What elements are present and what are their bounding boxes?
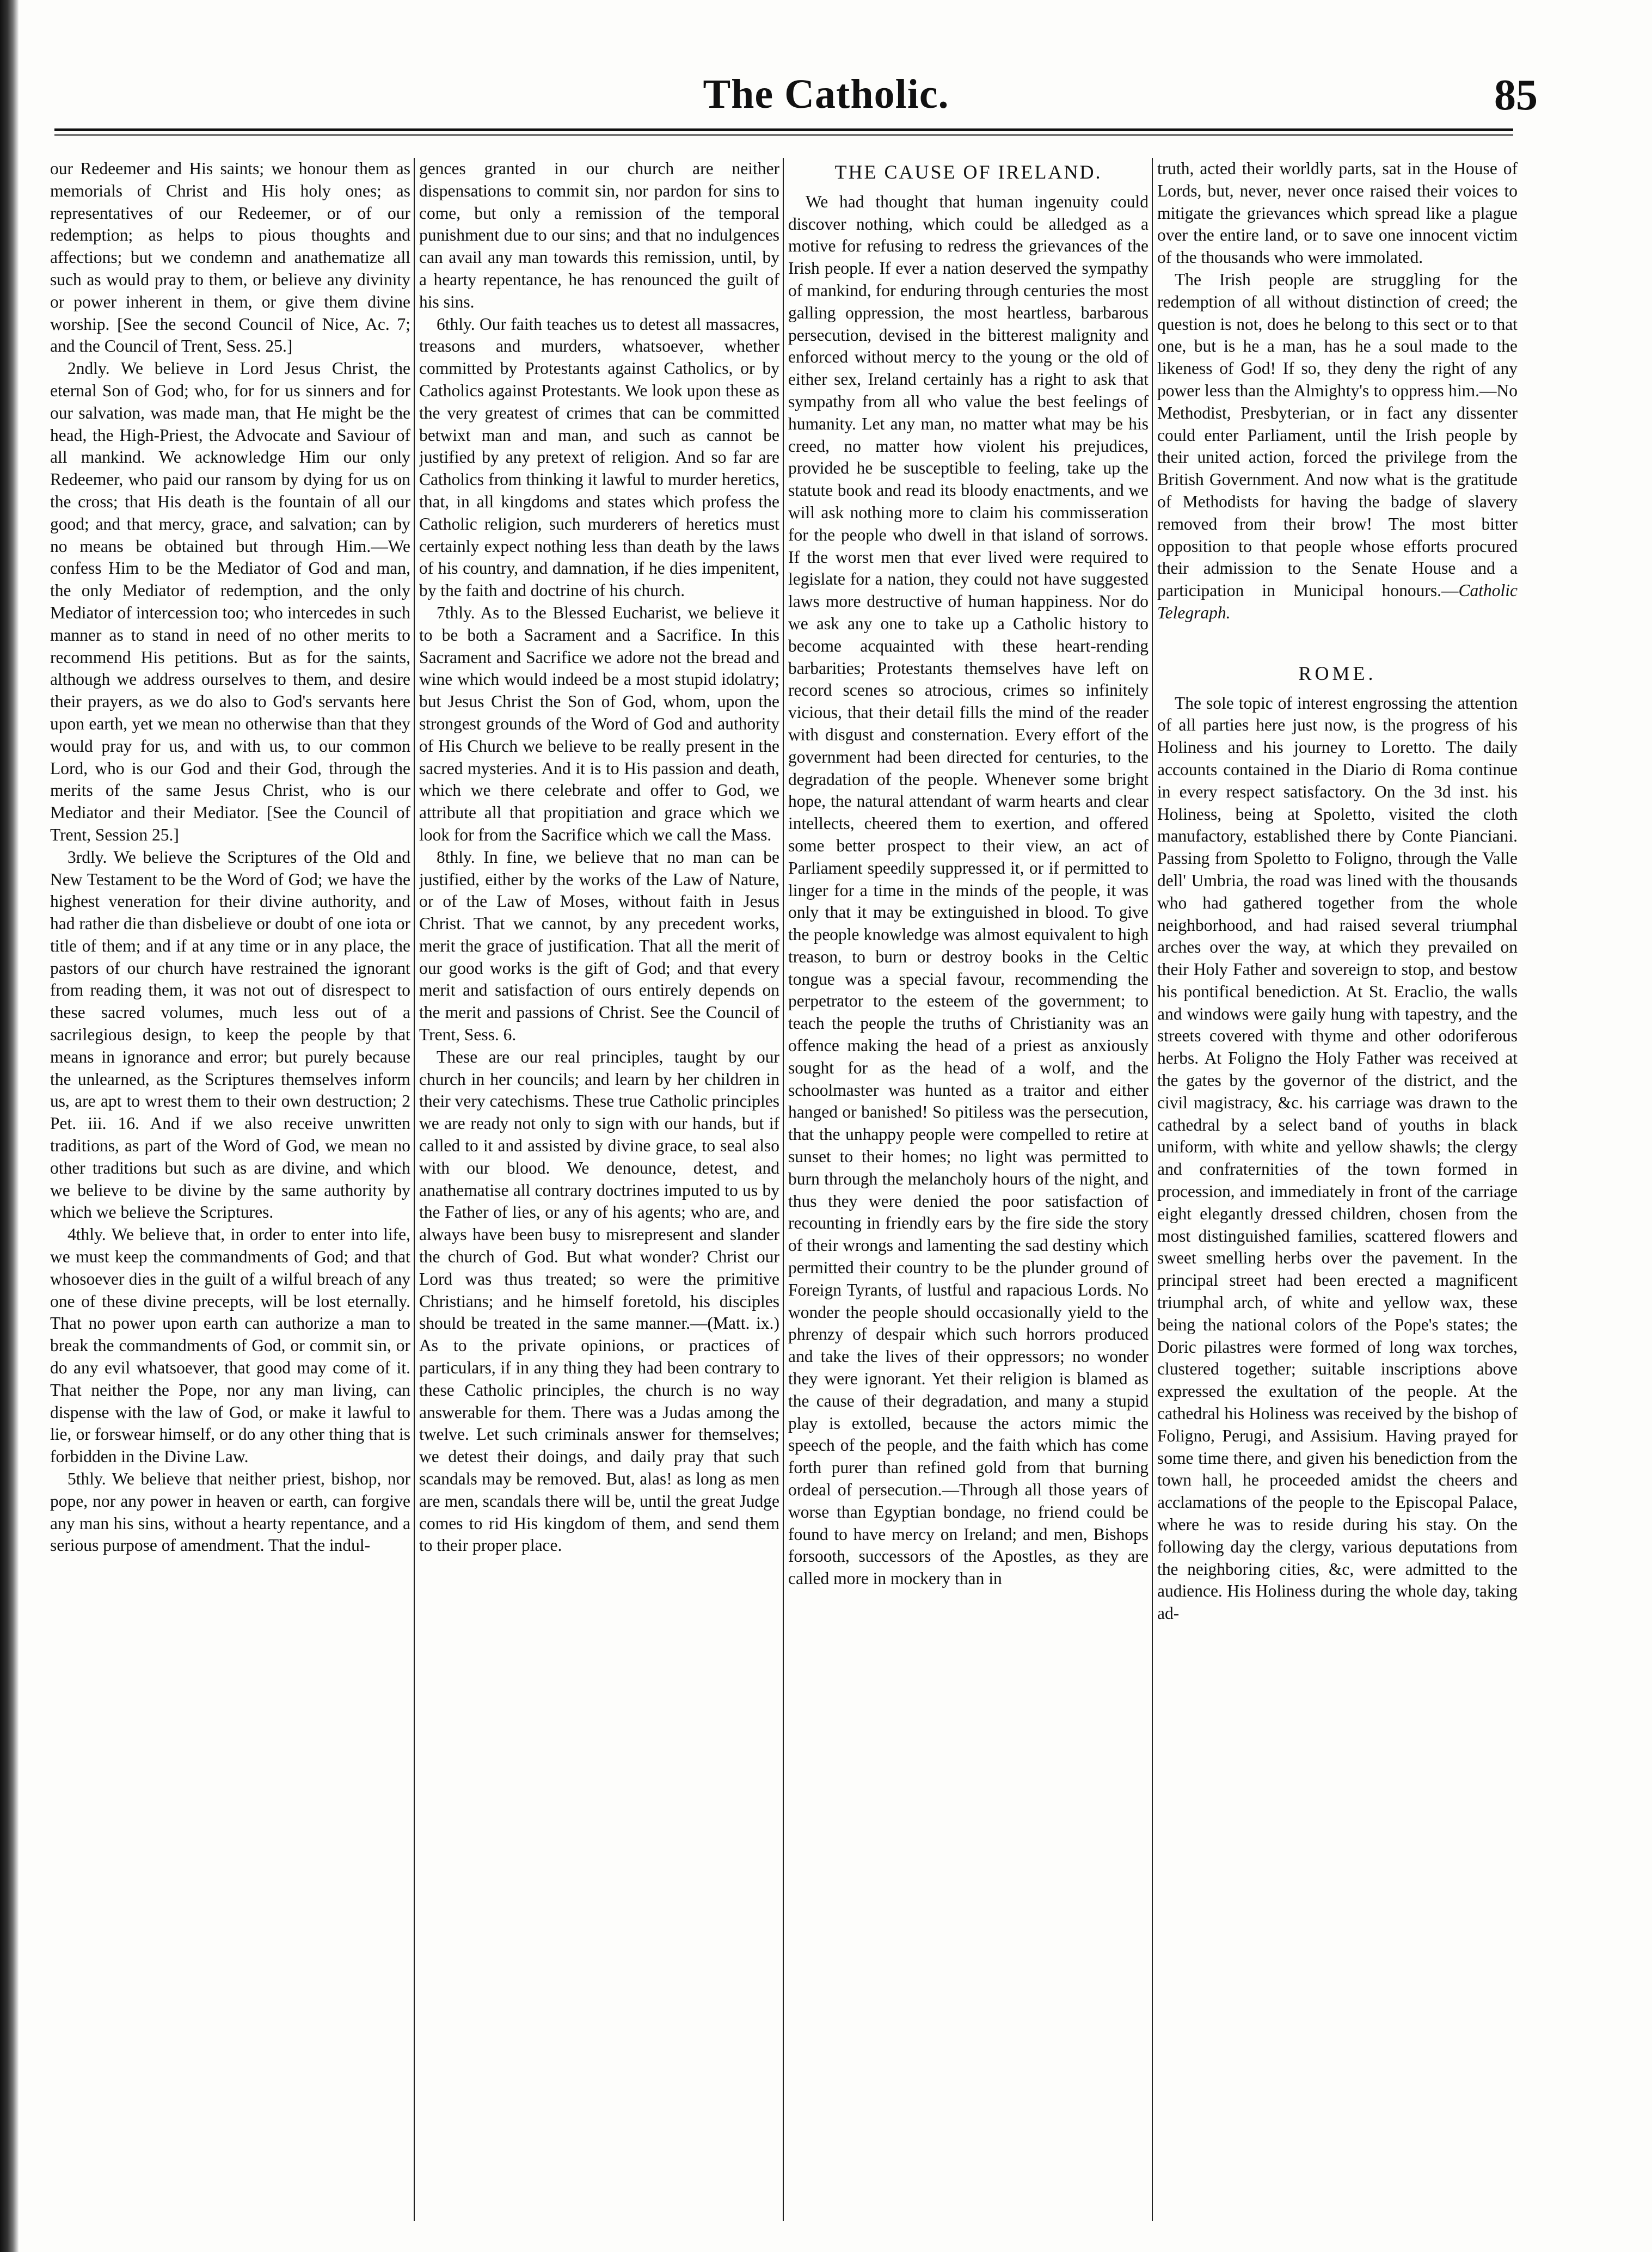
column-4 bbox=[1157, 158, 1518, 2226]
page-header bbox=[44, 71, 1608, 131]
paragraph-text: The Irish people are struggling for the redemption of all without distinction of creed; the question is not, does he belong to this sect or to that one, but is he a man, has he a soul made to the likeness of God! If so, they deny the right of any power less than the Almighty's to oppress him.—No Methodist, Presbyterian, or in fact any dissenter could enter Parliament, until the Irish people by their united action, forced the privilege from the British Government. And now what is the gratitude of Methodists for having the badge of slavery removed from their brow! The most bitter opposition to that people whose efforts procured their admission to the Senate House and a participation in Municipal honours.— bbox=[1157, 269, 1518, 600]
paragraph: 3rdly. We believe the Scriptures of the Old and New Testament to be the Word of God; we have the highest veneration for their divine authority, and had rather die than disbelieve or doubt of one iota or title of them; and if at any time or in any place, the pastors of our church have restrained the ignorant from reading them, it was not out of disrespect to these sacred volumes, much less out of a sacrilegious design, to keep the people by that means in ignorance and error; but purely because the unlearned, as the Scriptures themselves inform us, are apt to wrest them to their own destruction; 2 Pet. iii. 16. And if we also receive unwritten traditions, as part of the Word of God, we mean no other traditions but such as are divine, and which we believe to be divine by the same authority by which we believe the Scriptures. bbox=[50, 847, 410, 1222]
paragraph: These are our real principles, taught by our church in her councils; and learn by her children in their very catechisms. These true Catholic principles we are ready not only to sign with our hands, but if called to it and assisted by divine grace, to seal also with our blood. We denounce, detest, and anathematise all contrary doctrines imputed to us by the Father of lies, or any of his agents; who are, and always have been busy to misrepresent and slander the church of God. But what wonder? Christ our Lord was thus treated; so were the primitive Christians; and he himself foretold, his disciples should be treated in the same manner.—(Matt. ix.) As to the private opinions, or practices of particulars, if in any thing they had been contrary to these Catholic principles, the church is no way answerable for them. There was a Judas among the twelve. Let such criminals answer for themselves; we detest their doings, and daily pray that such scandals may be removed. But, alas! as long as men are men, scandals there will be, until the great Judge comes to rid His kingdom of them, and send them to their proper place. bbox=[419, 1047, 779, 1555]
paragraph: 2ndly. We believe in Lord Jesus Christ, the eternal Son of God; who, for for us sinners and for our salvation, was made man, that He might be the head, the High-Priest, the Advocate and Saviour of all mankind. We acknowledge Him our only Redeemer, who paid our ransom by dying for us on the cross; that His death is the fountain of all our good; and that mercy, grace, and salvation; can by no means be obtained but through Him.—We confess Him to be the Mediator of God and man, the only Mediator of redemption, and the only Mediator of intercession too; who intercedes in such manner as to stand in need of no other merits to recommend His petitions. But as for the saints, although we address ourselves to them, and desire their prayers, as we do also to God's servants here upon earth, yet we mean no otherwise than that they would pray for us, and with us, to our common Lord, who is our God and their God, through the merits of the same Jesus Christ, who is our Mediator and their Mediator. [See the Council of Trent, Session 25.] bbox=[50, 359, 410, 844]
paragraph: gences granted in our church are neither dispensations to commit sin, nor pardon for sins to come, but only a remission of the temporal punishment due to our sins; and that no indulgences can avail any man towards this remission, until, by a hearty repentance, he has renounced the guilt of his sins. bbox=[419, 159, 779, 311]
column-divider bbox=[783, 158, 784, 2221]
paragraph: We had thought that human ingenuity could discover nothing, which could be alledged as a motive for refusing to redress the grievances of the Irish people. If ever a nation deserved the sympathy of mankind, for enduring through centuries the most galling oppression, the most heartless, barbarous persecution, devised in the bitterest malignity and enforced without mercy to the young or the old of either sex, Ireland certainly has a right to ask that sympathy from all who value the best feelings of humanity. Let any man, no matter what may be his creed, no matter how violent his prejudices, provided he be susceptible to feeling, take up the statute book and read its bloody enactments, and we will ask nothing more to claim his commisseration for the people who dwell in that island of sorrows. If the worst men that ever lived were required to legislate for a nation, they could not have suggested laws more destructive of human happiness. Nor do we ask any one to take up a Catholic history to become acquainted with these heart-rending barbarities; Protestants themselves have left on record scenes so atrocious, crimes so infinitely vicious, that their detail fills the mind of the reader with disgust and consternation. Every effort of the government had been directed for centuries, to the degradation of the people. Whenever some bright hope, the natural attendant of warm hearts and clear intellects, cheered them to exertion, and offered some better prospect to their view, an act of Parliament speedily suppressed it, or if permitted to linger for a time in the minds of the people, it was only that it may be extinguished in blood. To give the people knowledge was almost equivalent to high treason, to burn or destroy books in the Celtic tongue was a special favour, recommending the perpetrator to the esteem of the government; to teach the people the truths of Christianity was an offence making the head of a priest as anxiously sought for as the head of a wolf, and the schoolmaster was hunted as a traitor and either hanged or banished! So pitiless was the persecution, that the unhappy people were compelled to retire at sunset to their homes; no light was permitted to burn through the melancholy hours of the night, and thus they were denied the poor satisfaction of recounting in friendly ears by the fire side the story of their wrongs and lamenting the sad destiny which permitted their country to be the plunder ground of Foreign Tyrants, of lustful and rapacious Lords. No wonder the people should occasionally yield to the phrenzy of despair which such horrors produced and take the lives of their oppressors; no wonder they were ignorant. Yet their religion is blamed as the cause of their degradation, and many a stupid play is extolled, because the actors mimic the speech of the people, and the faith which has come forth purer than refined gold from that burning ordeal of persecution.—Through all those years of worse than Egyptian bondage, no friend could be found to have mercy on Ireland; and men, Bishops forsooth, successors of the Apostles, as they are called more in mockery than in bbox=[788, 192, 1149, 1588]
paragraph: truth, acted their worldly parts, sat in the House of Lords, but, never, never once raised their voices to mitigate the grievances which spread like a plague over the entire land, or to save one innocent victim of the thousands who were immolated. bbox=[1157, 159, 1518, 267]
paragraph: 8thly. In fine, we believe that no man can be justified, either by the works of the Law of Nature, or of the Law of Moses, without faith in Jesus Christ. That we cannot, by any precedent works, merit the grace of justification. That all the merit of our good works is the gift of God; and that every merit and satisfaction of ours entirely depends on the merit and passions of Christ. See the Council of Trent, Sess. 6. bbox=[419, 847, 779, 1045]
column-divider bbox=[414, 158, 415, 2221]
article-heading-rome: ROME. bbox=[1298, 662, 1377, 684]
header-rule-thin bbox=[54, 134, 1513, 136]
paragraph: 4thly. We believe that, in order to enter into life, we must keep the commandments of God; and that whosoever dies in the guilt of a wilful breach of any one of these divine precepts, will be lost eternally. That no power upon earth can authorize a man to break the commandments of God, or commit sin, or do any evil whatsoever, that good may come of it. That neither the Pope, nor any man living, can dispense with the law of God, or make it lawful to lie, or forswear himself, or do any other thing that is forbidden in the Divine Law. bbox=[50, 1225, 410, 1466]
paragraph bbox=[1157, 269, 1518, 624]
column-divider bbox=[1152, 158, 1153, 2221]
paragraph: 7thly. As to the Blessed Eucharist, we believe it to be both a Sacrament and a Sacrifice. In this Sacrament and Sacrifice we adore not the bread and wine which would indeed be a most stupid idolatry; but Jesus Christ the Son of God, whom, upon the strongest grounds of the Word of God and authority of His Church we believe to be really present in the sacred mysteries. And it is to His passion and death, which we there celebrate and offer to God, we attribute all that propitiation and grace which we look for from the Sacrifice which we call the Mass. bbox=[419, 603, 779, 844]
paragraph: The sole topic of interest engrossing the attention of all parties here just now, is the progress of his Holiness and his journey to Loretto. The daily accounts contained in the Diario di Roma continue in every respect satisfactory. On the 3d inst. his Holiness, being at Spoletto, visited the cloth manufactory, established there by Conte Pianciani. Passing from Spoletto to Foligno, through the Valle dell' Umbria, the road was lined with the thousands who had gathered together from the whole neighborhood, and had raised several triumphal arches over the way, at which they prevailed on their Holy Father and sovereign to stop, and bestow his pontifical benediction. At St. Eraclio, the walls and windows were gaily hung with tapestry, and the streets covered with thyme and other odoriferous herbs. At Foligno the Holy Father was received at the gates by the governor of the district, and the civil magistracy, &c. his carriage was drawn to the cathedral by a select band of youths in black uniform, with white and yellow shawls; the clergy and confraternities of the town formed in procession, and immediately in front of the carriage eight elegantly dressed children, chosen from the most distinguished families, scattered flowers and sweet smelling herbs over the pavement. In the principal street had been erected a magnificent triumphal arch, of white and yellow wax, these being the national colors of the Pope's states; the Doric pilastres were formed of long wax torches, clustered together; suitable inscriptions above expressed the exultation of the people. At the cathedral his Holiness was received by the bishop of Foligno, Perugi, and Assisium. Having prayed for some time there, and given his benediction from the town hall, he proceeded amidst the cheers and acclamations of the people to the Episcopal Palace, where he was to reside during his stay. On the following day the clergy, various deputations from the neighboring cities, &c, were admitted to the audience. His Holiness during the whole day, taking ad- bbox=[1157, 693, 1518, 1623]
newspaper-title: The Catholic. bbox=[703, 71, 949, 117]
column-3 bbox=[788, 158, 1149, 2226]
article-heading-ireland: THE CAUSE OF IRELAND. bbox=[834, 161, 1102, 183]
paragraph: 6thly. Our faith teaches us to detest all massacres, treasons and murders, whatsoever, whether committed by Protestants against Catholics, or by Catholics against Protestants. We look upon these as the very greatest of crimes that can be committed betwixt man and man, and such as cannot be justified by any pretext of religion. And so far are Catholics from thinking it lawful to murder heretics, that, in all kingdoms and states which profess the Catholic religion, such murderers of heretics must certainly expect nothing less than death by the laws of his country, and damnation, if he dies impenitent, by the faith and doctrine of his church. bbox=[419, 314, 779, 600]
book-spine-edge bbox=[0, 0, 19, 2252]
paragraph: our Redeemer and His saints; we honour them as memorials of Christ and His holy ones; as representatives of our Redeemer, or of our redemption; as helps to pious thoughts and affections; but we condemn and anathematize all such as would pray to them, or believe any divinity or power inherent in them, or give them divine worship. [See the second Council of Nice, Ac. 7; and the Council of Trent, Sess. 25.] bbox=[50, 159, 410, 356]
header-rule-thick bbox=[54, 128, 1513, 131]
paragraph: 5thly. We believe that neither priest, bishop, nor pope, nor any power in heaven or earth, can forgive any man his sins, without a hearty repentance, and a serious purpose of amendment. That the indul- bbox=[50, 1469, 410, 1555]
page-number: 85 bbox=[1494, 71, 1538, 119]
column-2 bbox=[419, 158, 779, 2226]
source-attribution: Catholic Telegraph. bbox=[1157, 581, 1518, 622]
column-1 bbox=[50, 158, 410, 2226]
